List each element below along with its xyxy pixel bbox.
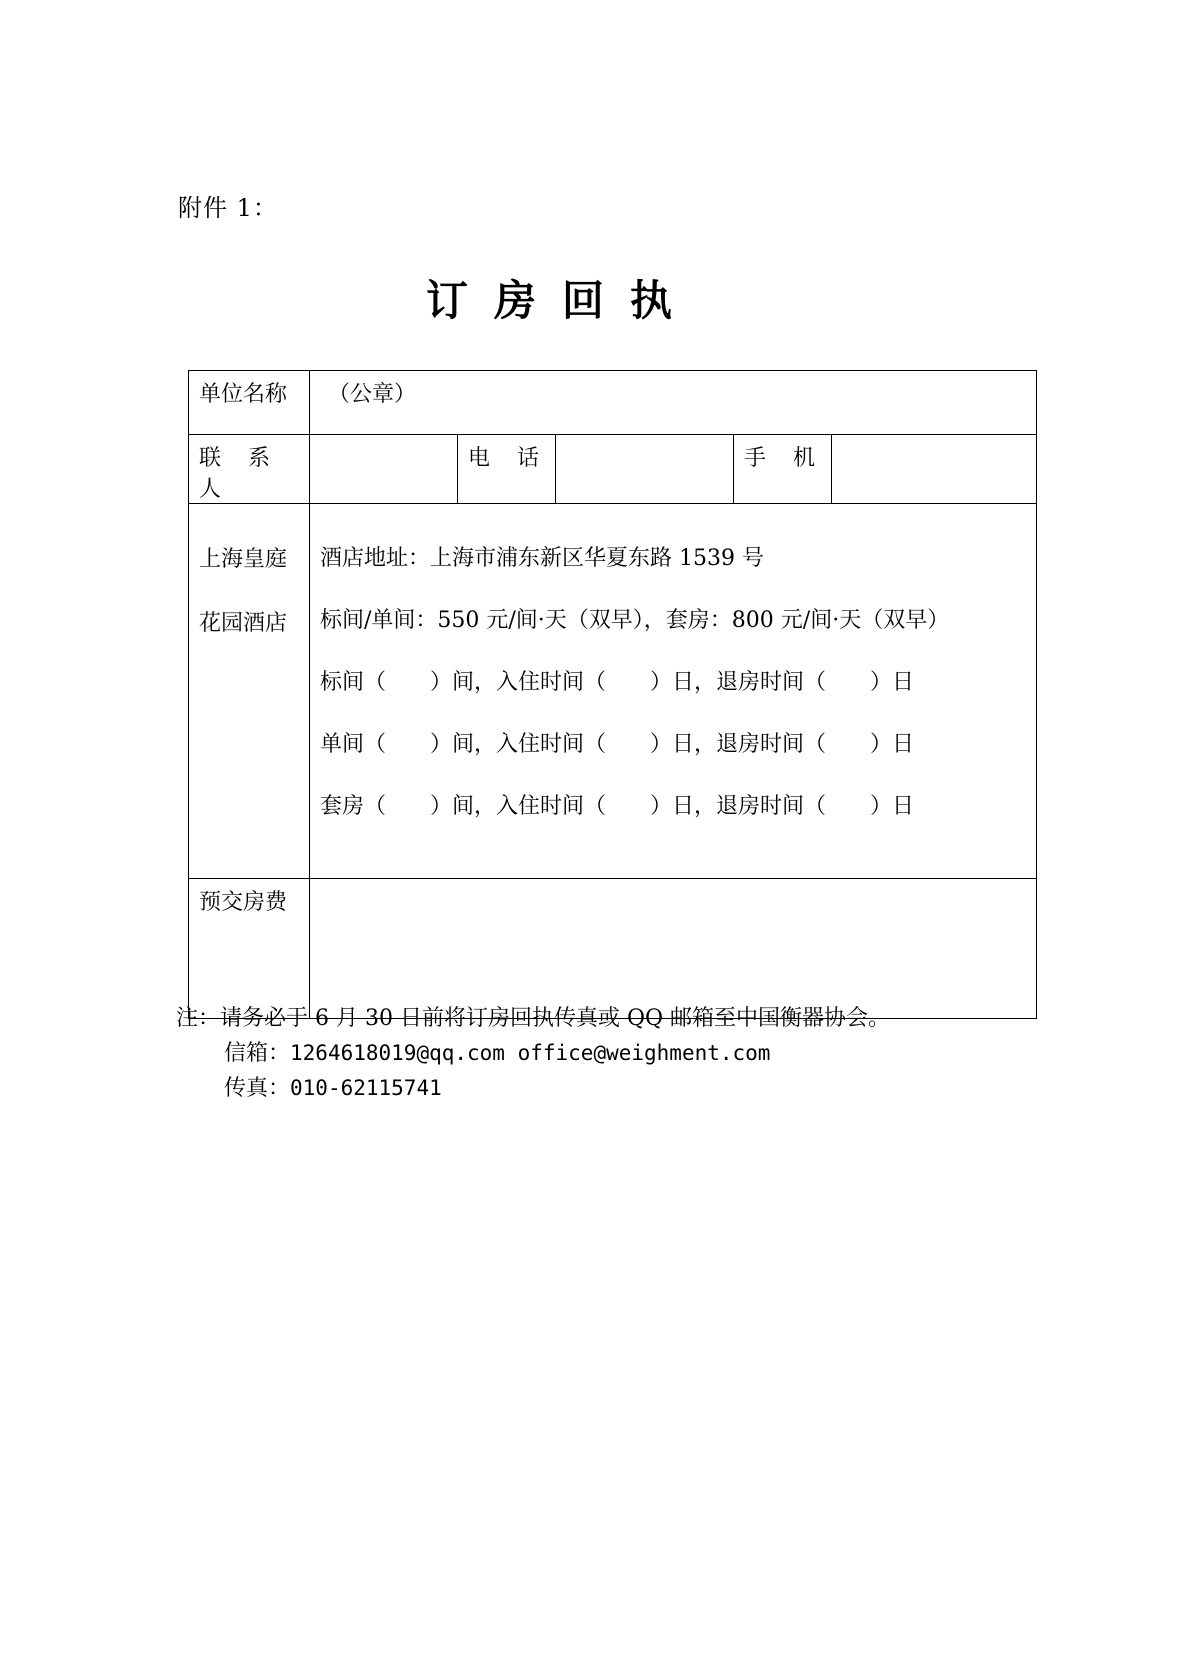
mobile-field[interactable] bbox=[832, 435, 1037, 504]
hotel-details-cell[interactable] bbox=[310, 504, 1037, 879]
standard-room-line: 标间（ ）间，入住时间（ ）日，退房时间（ ）日 bbox=[320, 670, 915, 695]
notes-block bbox=[176, 1002, 890, 1106]
hotel-address: 酒店地址：上海市浦东新区华夏东路 1539 号 bbox=[320, 546, 764, 571]
email-line bbox=[176, 1036, 890, 1071]
unit-name-field[interactable] bbox=[310, 371, 1037, 435]
prepay-field[interactable] bbox=[310, 879, 1037, 1019]
email-label: 信箱： bbox=[224, 1041, 291, 1066]
phone-label: 电 话 bbox=[458, 435, 556, 504]
suite-room-line: 套房（ ）间，入住时间（ ）日，退房时间（ ）日 bbox=[320, 794, 915, 819]
fax-line bbox=[176, 1071, 890, 1106]
page-title: 订房回执 bbox=[425, 276, 698, 325]
attachment-label: 附件 1： bbox=[178, 194, 278, 222]
hotel-name-line2: 花园酒店 bbox=[199, 611, 288, 636]
email-value[interactable]: 1264618019@qq.com office@weighment.com bbox=[290, 1041, 771, 1065]
fax-label: 传真： bbox=[224, 1076, 291, 1101]
fax-value: 010-62115741 bbox=[290, 1076, 442, 1100]
contact-field[interactable] bbox=[310, 435, 458, 504]
notes-line: 注：请务必于 6 月 30 日前将订房回执传真或 QQ 邮箱至中国衡器协会。 bbox=[176, 1006, 891, 1031]
single-room-line: 单间（ ）间，入住时间（ ）日，退房时间（ ）日 bbox=[320, 732, 915, 757]
unit-name-hint: （公章） bbox=[328, 382, 417, 407]
hotel-name-line1: 上海皇庭 bbox=[199, 547, 288, 572]
booking-form-table bbox=[188, 370, 1037, 1019]
phone-field[interactable] bbox=[556, 435, 734, 504]
room-prices: 标间/单间：550 元/间·天（双早），套房：800 元/间·天（双早） bbox=[320, 608, 950, 633]
mobile-label: 手 机 bbox=[734, 435, 832, 504]
hotel-name-cell bbox=[189, 504, 310, 879]
contact-label: 联 系 人 bbox=[189, 435, 310, 504]
prepay-label: 预交房费 bbox=[189, 879, 310, 1019]
unit-name-label: 单位名称 bbox=[189, 371, 310, 435]
